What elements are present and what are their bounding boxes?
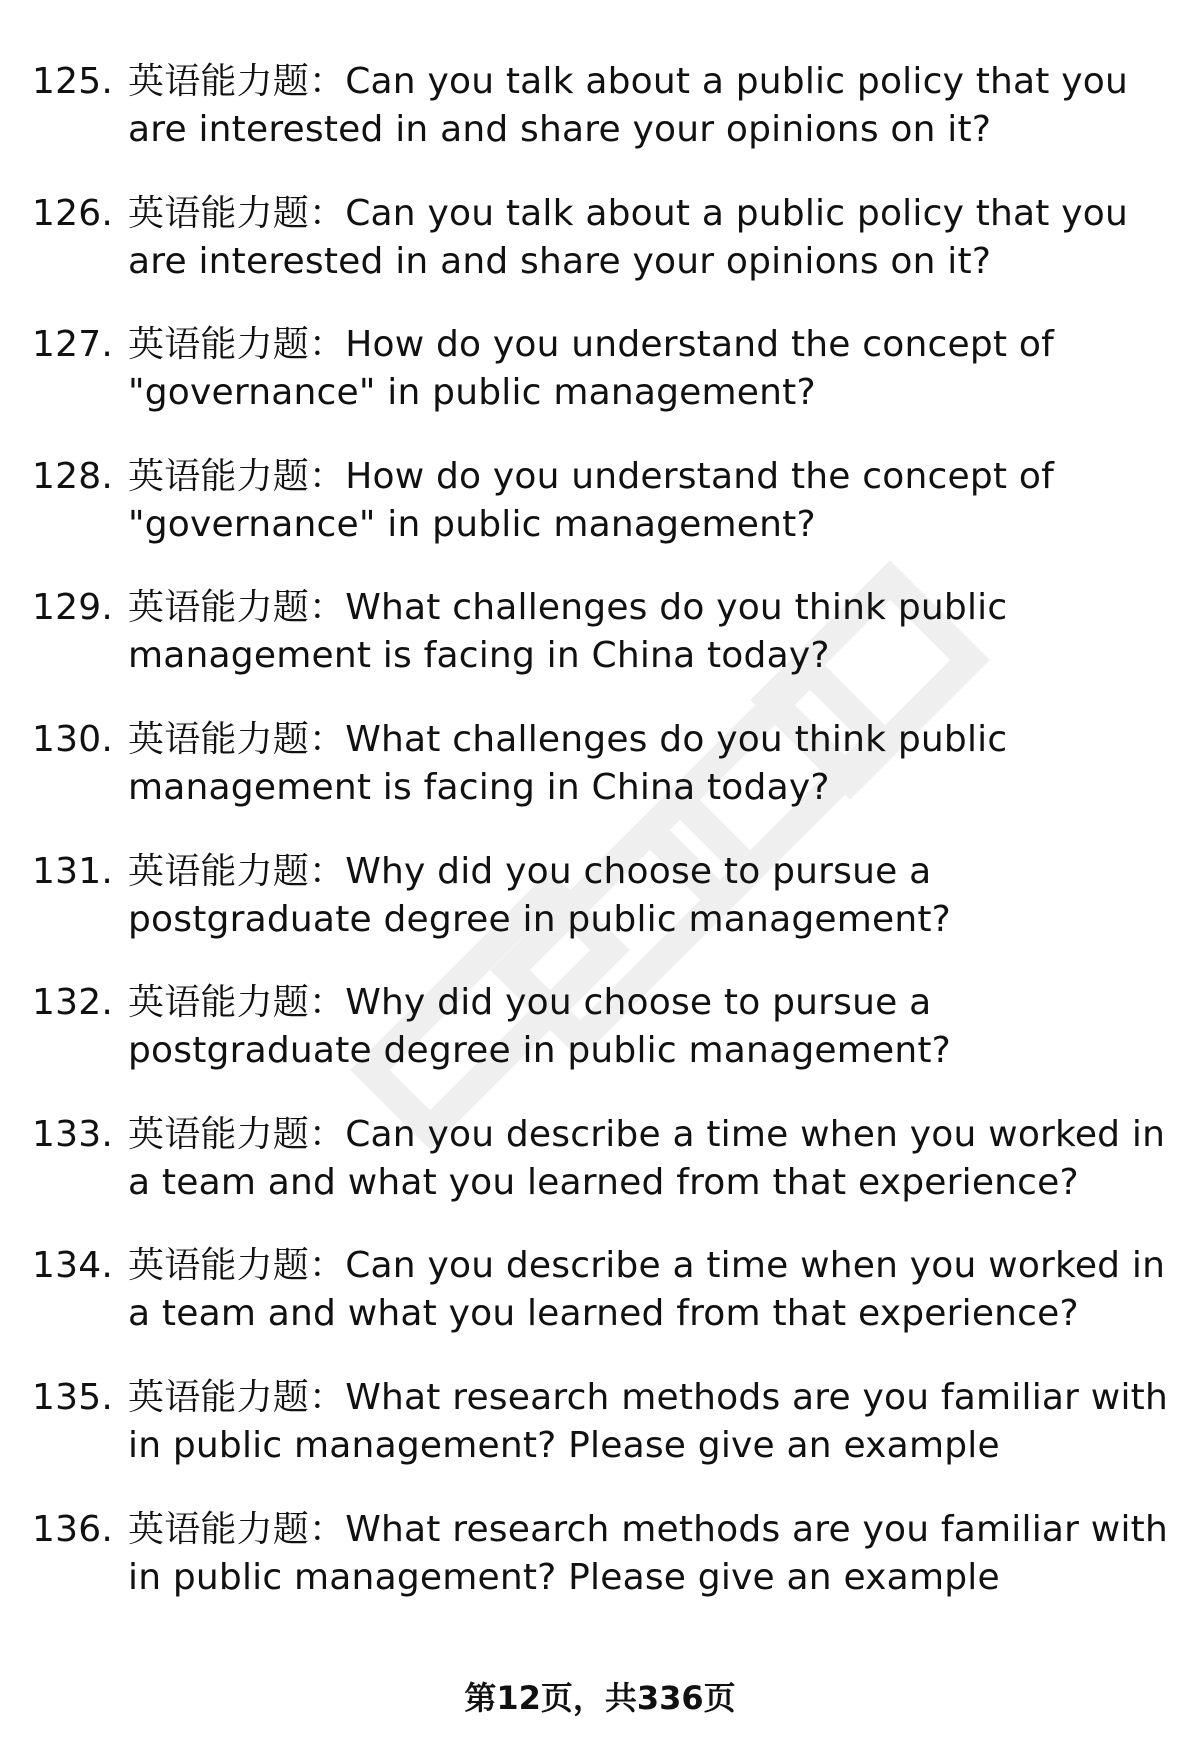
question-body bbox=[128, 1374, 1172, 1470]
list-item bbox=[32, 321, 1172, 453]
question-body bbox=[128, 716, 1172, 812]
list-item bbox=[32, 190, 1172, 322]
question-category: 英语能力题： bbox=[128, 850, 346, 892]
question-number: 125. bbox=[32, 61, 113, 102]
question-number: 135. bbox=[32, 1376, 113, 1418]
question-category: 英语能力题： bbox=[128, 1376, 346, 1418]
question-body bbox=[128, 58, 1172, 154]
question-number: 134. bbox=[32, 1245, 113, 1287]
question-category: 英语能力题： bbox=[128, 982, 346, 1024]
question-text: What research methods are you familiar with in public management? Please give an example bbox=[128, 1376, 1168, 1466]
question-text: Can you describe a time when you worked in a team and what you learned from that experience? bbox=[128, 1113, 1166, 1203]
question-text: Can you describe a time when you worked in a team and what you learned from that experience? bbox=[128, 1245, 1166, 1335]
question-category: 英语能力题： bbox=[128, 718, 346, 760]
question-body bbox=[128, 453, 1172, 549]
list-item bbox=[32, 1111, 1172, 1243]
question-body bbox=[128, 1111, 1172, 1207]
page-footer: 第12页，共336页 bbox=[464, 1679, 736, 1717]
question-category: 英语能力题： bbox=[128, 1508, 346, 1550]
question-number: 127. bbox=[32, 324, 113, 366]
question-number: 130. bbox=[32, 718, 113, 760]
question-number: 136. bbox=[32, 1508, 113, 1550]
question-category: 英语能力题： bbox=[128, 587, 346, 629]
question-number: 126. bbox=[32, 192, 113, 234]
question-number: 133. bbox=[32, 1113, 113, 1155]
list-item bbox=[32, 848, 1172, 980]
question-text: What challenges do you think public management is facing in China today? bbox=[128, 718, 1008, 808]
question-category: 英语能力题： bbox=[128, 324, 346, 366]
question-category: 英语能力题： bbox=[128, 1113, 346, 1155]
question-body bbox=[128, 584, 1172, 680]
question-text: Can you talk about a public policy that you are interested in and share your opinions on it? bbox=[128, 61, 1129, 150]
question-category: 英语能力题： bbox=[128, 455, 346, 497]
question-body bbox=[128, 1506, 1172, 1602]
list-item bbox=[32, 453, 1172, 585]
question-category: 英语能力题： bbox=[128, 192, 346, 234]
question-text: Why did you choose to pursue a postgraduate degree in public management? bbox=[128, 982, 951, 1072]
question-list bbox=[32, 58, 1172, 1637]
list-item bbox=[32, 58, 1172, 190]
list-item bbox=[32, 979, 1172, 1111]
question-number: 128. bbox=[32, 455, 113, 497]
question-body bbox=[128, 979, 1172, 1075]
question-text: What challenges do you think public management is facing in China today? bbox=[128, 587, 1008, 677]
question-category: 英语能力题： bbox=[128, 1245, 346, 1287]
question-number: 129. bbox=[32, 587, 113, 629]
question-text: How do you understand the concept of "governance" in public management? bbox=[128, 455, 1054, 545]
question-category: 英语能力题： bbox=[128, 61, 346, 102]
list-item bbox=[32, 1242, 1172, 1374]
list-item bbox=[32, 1374, 1172, 1506]
question-text: What research methods are you familiar with in public management? Please give an example bbox=[128, 1508, 1168, 1598]
list-item bbox=[32, 716, 1172, 848]
question-body bbox=[128, 1242, 1172, 1338]
question-body bbox=[128, 190, 1172, 286]
question-text: How do you understand the concept of "governance" in public management? bbox=[128, 324, 1054, 414]
question-number: 131. bbox=[32, 850, 113, 892]
list-item bbox=[32, 584, 1172, 716]
question-body bbox=[128, 848, 1172, 944]
question-text: Can you talk about a public policy that you are interested in and share your opinions on it? bbox=[128, 192, 1129, 282]
question-text: Why did you choose to pursue a postgraduate degree in public management? bbox=[128, 850, 951, 940]
list-item bbox=[32, 1506, 1172, 1638]
question-body bbox=[128, 321, 1172, 417]
question-number: 132. bbox=[32, 982, 113, 1024]
